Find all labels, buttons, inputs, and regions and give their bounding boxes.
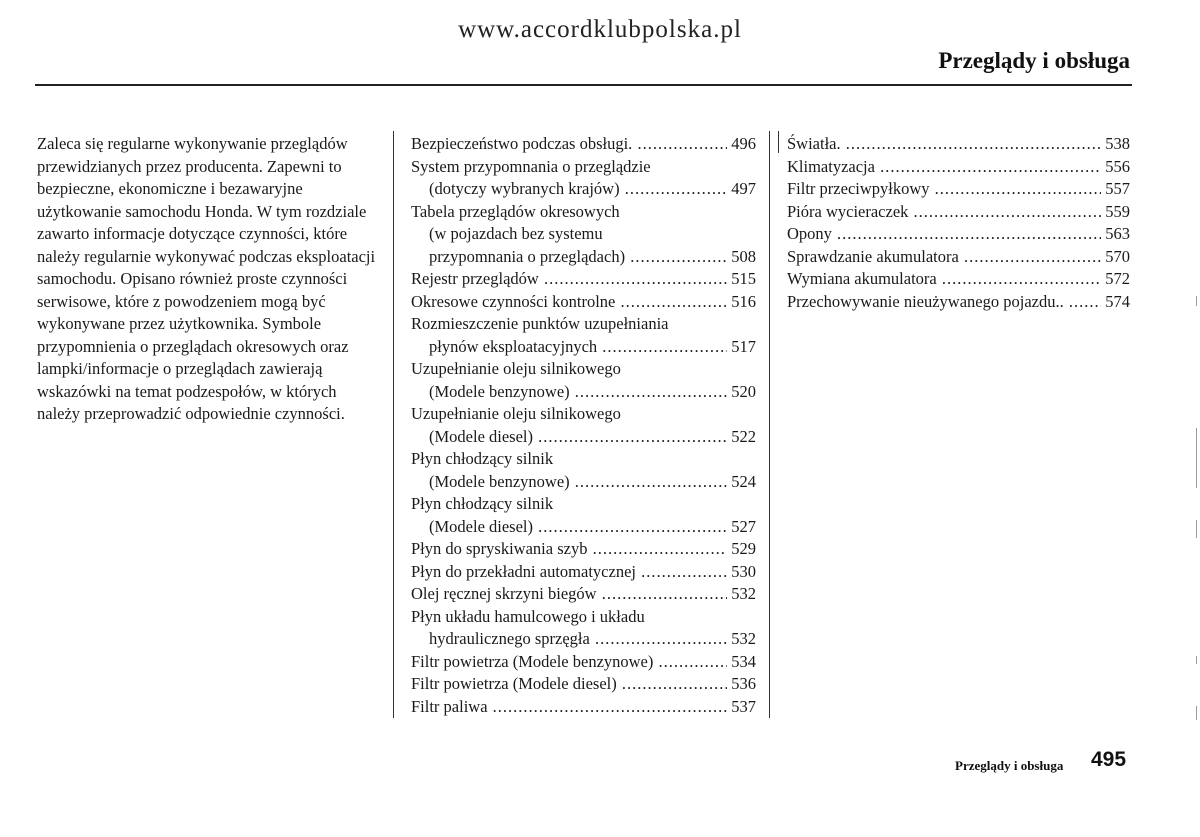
toc-entry: [411, 606, 756, 651]
toc-entry-line: System przypomnania o przeglądzie: [411, 156, 651, 176]
toc-page-number: 516: [731, 291, 756, 311]
column-divider-right-short: [778, 131, 779, 153]
site-url: www.accordklubpolska.pl: [458, 16, 742, 43]
toc-entry-title: Filtr paliwa .....: [411, 696, 727, 719]
toc-page-number: 536: [731, 674, 756, 693]
toc-entry-line: Uzupełnianie oleju silnikowego: [411, 404, 621, 423]
toc-entry: [411, 403, 756, 448]
toc-entry-title: Rejestr przeglądów .....: [411, 268, 727, 291]
toc-page-number: 530: [731, 561, 756, 581]
toc-entry-title: Płyn do przekładni automatycznej .....: [411, 561, 727, 584]
toc-page-number: 537: [731, 696, 756, 716]
toc-entry-title: Pióra wycieraczek .....: [787, 201, 1101, 224]
toc-entry-title: Filtr powietrza (Modele benzynowe) .....: [411, 651, 727, 674]
toc-entry: [411, 561, 756, 584]
toc-entry: [411, 673, 756, 696]
toc-entry: [787, 246, 1130, 269]
toc-page-number: 532: [731, 584, 756, 603]
toc-entry-title: przypomnania o przeglądach) .....: [429, 246, 727, 269]
toc-list-right: [787, 133, 1130, 313]
toc-entry: [411, 358, 756, 403]
toc-page-number: 496: [731, 134, 756, 153]
toc-entry: [411, 651, 756, 674]
toc-entry-title: płynów eksploatacyjnych .....: [429, 336, 727, 359]
toc-page-number: 572: [1105, 269, 1130, 288]
toc-list-middle: [411, 133, 756, 718]
toc-entry-line: Płyn chłodzący silnik: [411, 449, 554, 468]
toc-page-number: 520: [731, 381, 756, 401]
toc-entry-line: Płyn chłodzący silnik: [411, 494, 554, 513]
toc-page-number: 538: [1105, 134, 1130, 153]
toc-entry: [787, 133, 1130, 156]
toc-entry-title: Okresowe czynności kontrolne .....: [411, 291, 727, 314]
toc-entry-line: Rozmieszczenie punktów uzupełniania: [411, 314, 669, 333]
toc-entry: [411, 448, 756, 493]
toc-entry: [411, 291, 756, 314]
footer-section-label: Przeglądy i obsługa: [955, 758, 1064, 773]
toc-entry-title: Przechowywanie nieużywanego pojazdu.. .....: [787, 291, 1101, 314]
toc-entry-title: Światła. .....: [787, 133, 1101, 156]
toc-entry-title: (Modele benzynowe) .....: [429, 381, 727, 404]
toc-entry: [411, 133, 756, 156]
scan-mark: [1196, 706, 1197, 720]
column-divider-right: [769, 131, 770, 718]
toc-entry-line: (w pojazdach bez systemu: [429, 224, 603, 243]
toc-entry-title: Wymiana akumulatora .....: [787, 268, 1101, 291]
toc-page-number: 515: [731, 269, 756, 288]
toc-page-number: 517: [731, 336, 756, 356]
toc-entry-title: Filtr powietrza (Modele diesel) .....: [411, 673, 727, 696]
toc-entry-title: Filtr przeciwpyłkowy .....: [787, 178, 1101, 201]
toc-entry-line: Uzupełnianie oleju silnikowego: [411, 359, 621, 378]
toc-entry: [787, 223, 1130, 246]
toc-entry-title: (dotyczy wybranych krajów) .....: [429, 178, 727, 201]
scan-mark: [1196, 520, 1197, 538]
scan-mark: [1196, 296, 1197, 306]
toc-entry: [787, 268, 1130, 291]
toc-page-number: 508: [731, 246, 756, 266]
toc-page-number: 557: [1105, 179, 1130, 198]
toc-entry: [411, 493, 756, 538]
toc-page-number: 570: [1105, 246, 1130, 266]
footer-page-number: 495: [1091, 748, 1127, 771]
toc-entry: [411, 538, 756, 561]
toc-entry-title: (Modele diesel) .....: [429, 516, 727, 539]
toc-entry-title: Bezpieczeństwo podczas obsługi. .....: [411, 133, 727, 156]
toc-entry: [787, 291, 1130, 314]
toc-entry-title: hydraulicznego sprzęgła .....: [429, 628, 727, 651]
toc-page-number: 522: [731, 426, 756, 446]
toc-page-number: 534: [731, 651, 756, 671]
toc-page-number: 527: [731, 516, 756, 536]
toc-entry: [411, 156, 756, 201]
toc-entry: [787, 156, 1130, 179]
toc-page-number: 524: [731, 471, 756, 491]
toc-entry: [411, 583, 756, 606]
toc-entry-title: Opony .....: [787, 223, 1101, 246]
toc-page-number: 529: [731, 539, 756, 558]
toc-entry-title: Olej ręcznej skrzyni biegów .....: [411, 583, 727, 606]
section-title: Przeglądy i obsługa: [938, 48, 1130, 73]
toc-page-number: 563: [1105, 224, 1130, 243]
toc-entry: [411, 201, 756, 269]
toc-entry-line: Płyn układu hamulcowego i układu: [411, 606, 645, 626]
toc-entry: [787, 178, 1130, 201]
toc-page-number: 559: [1105, 201, 1130, 221]
toc-entry-line: Tabela przeglądów okresowych: [411, 201, 620, 221]
toc-entry: [787, 201, 1130, 224]
intro-text: Zaleca się regularne wykonywanie przeglądów przewidzianych przez producenta. Zapewni to bezpieczne, ekonomiczne i bezawaryjne użytkowanie samochodu Honda. W tym rozdziale zawarto informacje dotyczące czynności, które należy regularnie wykonywać podczas eksploatacji samochodu. Opisano również proste czynności serwisowe, które z powodzeniem mogą być wykonywane przez użytkownika. Symbole przypomnienia o przeglądach okresowych oraz lampki/informacje o przeglądach zawierają wskazówki na temat podzespołów, w których należy przeprowadzić odpowiednie czynności.: [37, 134, 376, 423]
toc-entry: [411, 313, 756, 358]
toc-entry-title: (Modele benzynowe) .....: [429, 471, 727, 494]
header-rule: [35, 84, 1132, 86]
toc-page-number: 574: [1105, 291, 1130, 311]
column-divider-left: [393, 131, 394, 718]
toc-entry-title: Klimatyzacja .....: [787, 156, 1101, 179]
toc-entry-title: Płyn do spryskiwania szyb .....: [411, 538, 727, 561]
scan-mark: [1196, 656, 1197, 664]
toc-entry-title: Sprawdzanie akumulatora .....: [787, 246, 1101, 269]
toc-page-number: 556: [1105, 156, 1130, 176]
toc-page-number: 532: [731, 629, 756, 648]
toc-page-number: 497: [731, 179, 756, 198]
toc-entry-title: (Modele diesel) .....: [429, 426, 727, 449]
toc-entry: [411, 268, 756, 291]
toc-entry: [411, 696, 756, 719]
intro-paragraph: [37, 133, 382, 426]
scan-mark: [1196, 428, 1197, 488]
